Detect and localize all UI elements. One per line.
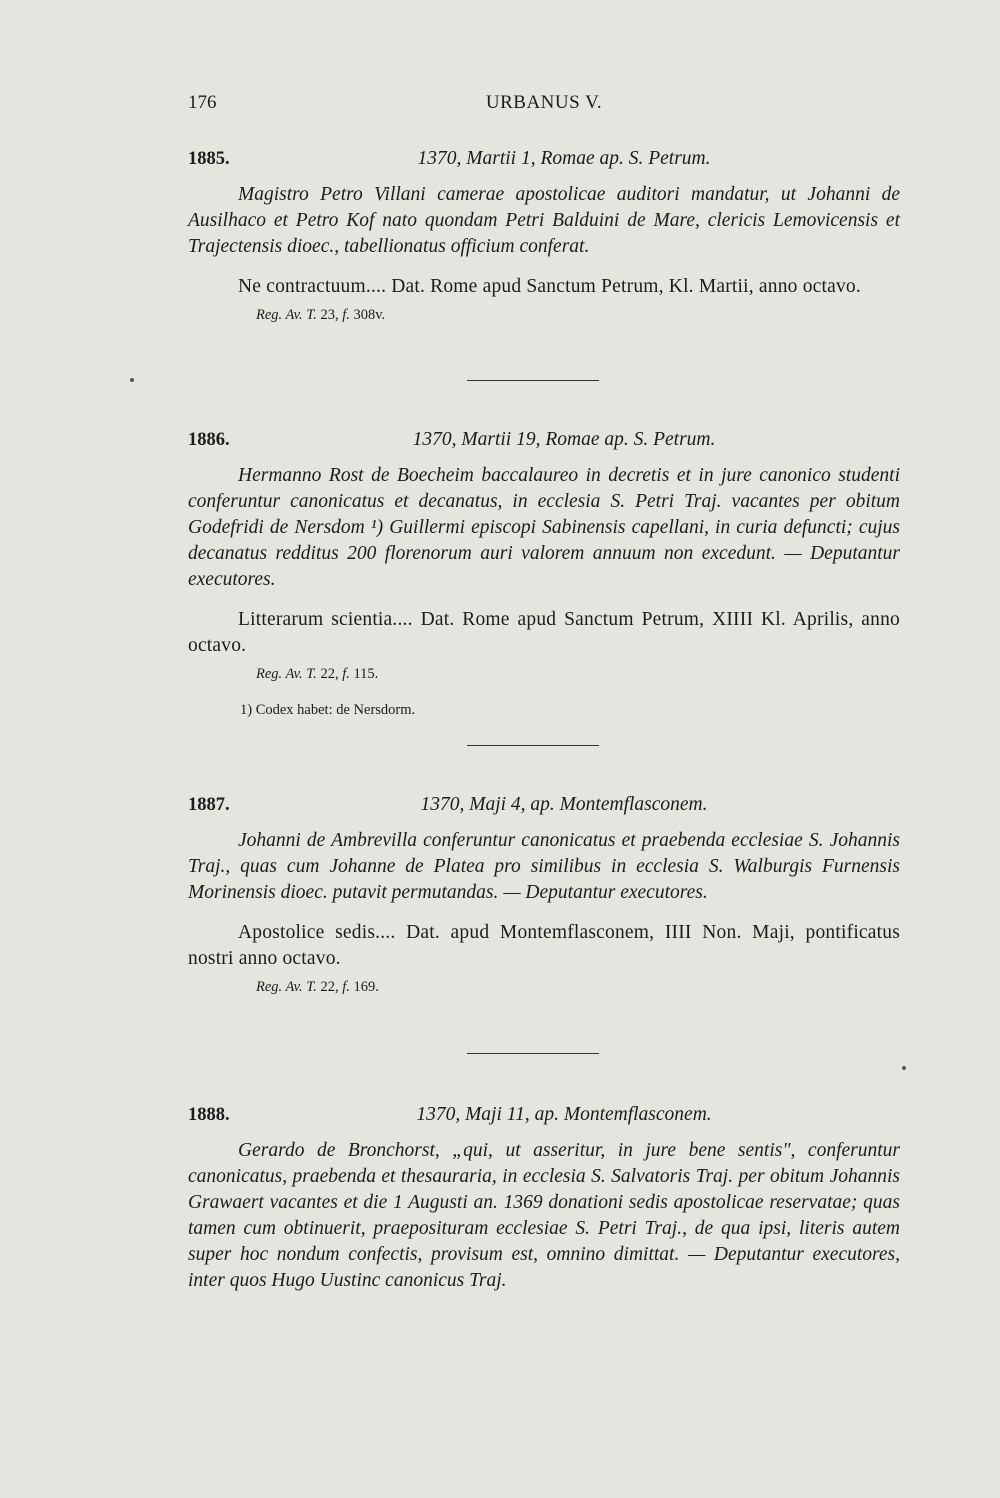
running-title <box>188 92 900 114</box>
register-reference <box>188 974 900 1000</box>
register-volume: 22, <box>320 666 339 682</box>
register-folio: 169. <box>353 979 379 995</box>
register-volume: 22, <box>320 979 339 995</box>
register-folio-label: f. <box>342 666 350 682</box>
entry-summary: Johanni de Ambrevilla conferuntur canonicatus et praebenda ecclesiae S. Johannis Traj., quas cum Johanne de Platea pro similibus in ecclesia S. Walburgis Furnensis Morinensis dioec. putavit permutandas. — Deputantur executores. <box>188 830 900 903</box>
page-header <box>188 92 900 122</box>
entry-1887 <box>188 792 900 1000</box>
footnote: 1) Codex habet: de Nersdorm. <box>240 702 416 718</box>
register-volume: 23, <box>320 307 339 323</box>
running-title-rest: RBANUS V. <box>500 92 603 113</box>
entry-formula: Apostolice sedis.... Dat. apud Montemflasconem, IIII Non. Maji, pontificatus nostri anno octavo. <box>188 922 900 969</box>
separator-rule <box>467 745 599 746</box>
entry-heading: 1370, Martii 19, Romae ap. S. Petrum. <box>412 429 716 450</box>
entry-number: 1886. <box>188 430 230 450</box>
register-label: Reg. Av. T. <box>256 979 317 995</box>
entry-summary: Magistro Petro Villani camerae apostolicae auditori mandatur, ut Johanni de Ausilhaco et Petro Kof nato quondam Petri Balduini de Mare, clericis Lemovicensis et Trajectensis dioec., tabellionatus officium conferat. <box>188 184 900 257</box>
register-reference <box>188 302 900 328</box>
register-folio-label: f. <box>342 307 350 323</box>
entry-heading: 1370, Maji 11, ap. Montemflasconem. <box>416 1104 712 1125</box>
entry-1888 <box>188 1102 900 1294</box>
register-folio: 115. <box>353 666 379 682</box>
entry-formula: Ne contractuum.... Dat. Rome apud Sanctum Petrum, Kl. Martii, anno octavo. <box>238 276 861 297</box>
entry-1886 <box>188 427 900 723</box>
entry-number: 1887. <box>188 795 230 815</box>
register-folio: 308v. <box>353 307 386 323</box>
separator-rule <box>467 380 599 381</box>
entry-formula: Litterarum scientia.... Dat. Rome apud Sanctum Petrum, XIIII Kl. Aprilis, anno octavo. <box>188 609 900 656</box>
entry-number: 1885. <box>188 149 230 169</box>
entry-summary: Hermanno Rost de Boecheim baccalaureo in decretis et in jure canonico studenti conferuntur canonicatus et decanatus, in ecclesia S. Petri Traj. vacantes per obitum Godefridi de Nersdom ¹) Guillermi episcopi Sabinensis capellani, in curia defuncti; cujus decanatus redditus 200 florenorum auri valorem annuum non excedunt. — Deputantur executores. <box>188 465 900 590</box>
entry-heading: 1370, Martii 1, Romae ap. S. Petrum. <box>417 148 711 169</box>
register-label: Reg. Av. T. <box>256 666 317 682</box>
margin-speck <box>130 378 134 382</box>
entry-number: 1888. <box>188 1105 230 1125</box>
register-reference <box>188 661 900 687</box>
separator-rule <box>467 1053 599 1054</box>
register-label: Reg. Av. T. <box>256 307 317 323</box>
page-number: 176 <box>188 92 217 113</box>
entry-1885 <box>188 146 900 328</box>
entry-summary: Gerardo de Bronchorst, „qui, ut asseritur, in jure bene sentis", conferuntur canonicatus, praebenda et thesauraria, in ecclesia S. Salvatoris Traj. per obitum Johannis Grawaert vacantes et die 1 Augusti an. 1369 donationi sedis apostolicae reservatae; quas tamen cum obtinuerit, praeposituram ecclesiae S. Petri Traj., de qua ipsi, literis autem super hoc nondum confectis, provisum est, omnino dimittat. — Deputantur executores, inter quos Hugo Uustinc canonicus Traj. <box>188 1140 900 1291</box>
register-folio-label: f. <box>342 979 350 995</box>
entry-heading: 1370, Maji 4, ap. Montemflasconem. <box>420 794 708 815</box>
running-title-initial: U <box>485 92 501 113</box>
margin-speck <box>902 1066 906 1070</box>
